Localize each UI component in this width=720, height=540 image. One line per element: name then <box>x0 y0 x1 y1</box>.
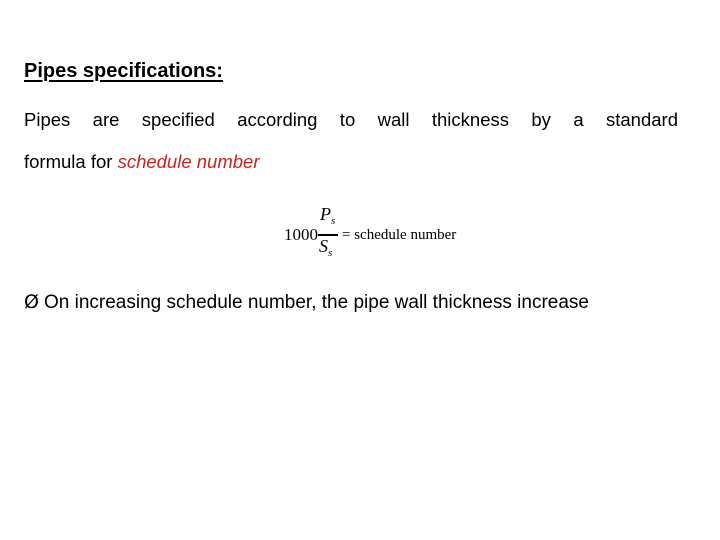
formula-denominator <box>319 236 332 257</box>
formula-coefficient: 1000 <box>284 225 318 244</box>
formula-denominator-symbol: S <box>319 236 328 256</box>
schedule-number-emphasis: schedule number <box>117 151 260 172</box>
paragraph-line-2 <box>24 151 259 173</box>
bullet-item <box>24 291 589 314</box>
section-heading: Pipes specifications: <box>24 60 223 82</box>
paragraph-line-2-text: formula for <box>24 151 118 172</box>
formula-numerator-subscript: s <box>331 215 336 227</box>
schedule-number-formula <box>284 204 476 264</box>
paragraph-line-1: Pipes are specified according to wall thickness by a standard <box>24 109 678 130</box>
formula-fraction <box>318 204 338 264</box>
bullet-text: On increasing schedule number, the pipe wall thickness increase <box>44 292 589 313</box>
formula-numerator-symbol: P <box>320 204 331 224</box>
formula-numerator <box>320 204 335 225</box>
formula-denominator-subscript: s <box>328 247 333 259</box>
arrow-bullet-icon: Ø <box>24 291 39 313</box>
formula-rhs: = schedule number <box>342 227 457 243</box>
